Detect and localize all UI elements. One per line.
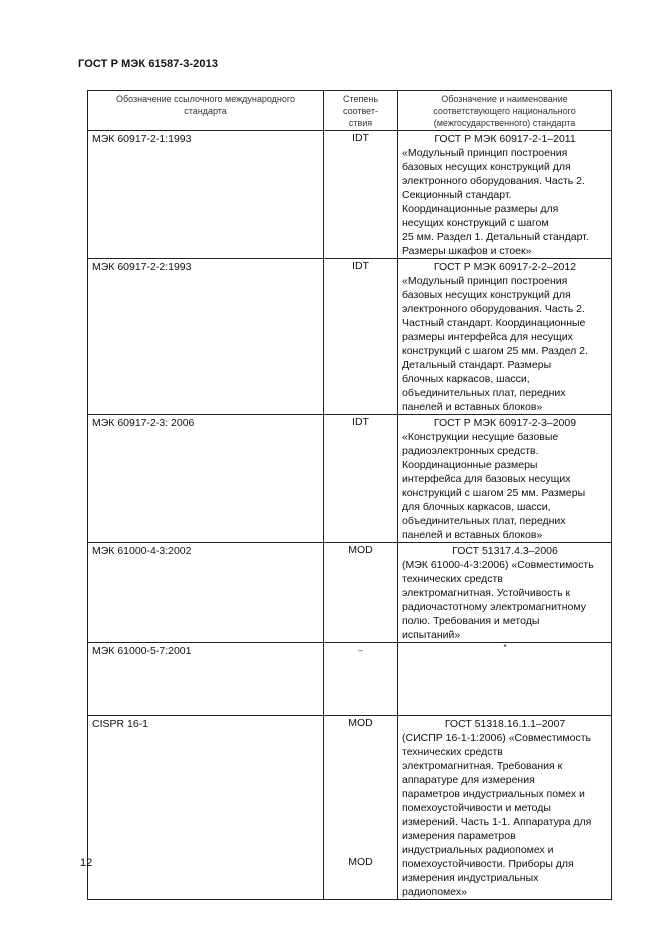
international-standard-cell: [88, 716, 324, 900]
national-standard-title-line: индустриальных радиопомех и: [402, 844, 554, 856]
national-standard-title-line: «Модульный принцип построения: [402, 275, 568, 287]
national-standard-cell: [398, 259, 612, 415]
national-standard-code: ГОСТ Р МЭК 60917-2-2–2012: [433, 261, 577, 273]
national-standard-title-line: для блочных каркасов, шасси,: [402, 501, 551, 513]
header-text: (межгосударственного) стандарта: [433, 118, 576, 128]
national-standard-cell: [398, 643, 612, 716]
page-number: 12: [80, 857, 93, 869]
reference-standards-table: [87, 90, 612, 900]
table-row: [88, 543, 612, 643]
national-standard-title-line: измерений. Часть 1-1. Аппаратура для: [402, 816, 592, 828]
international-standard-code: МЭК 60917-2-1:1993: [92, 133, 192, 145]
national-standard-title-line: аппаратуре для измерения: [402, 774, 535, 786]
table-row: [88, 415, 612, 543]
national-standard-title-line: электромагнитная. Устойчивость к: [402, 587, 571, 599]
degree-value: IDT: [352, 416, 369, 428]
degree-cell: [324, 415, 398, 543]
national-standard-title-line: радиоэлектронных средств.: [402, 445, 539, 457]
national-standard-title-line: базовых несущих конструкций для: [402, 289, 571, 301]
international-standard-cell: [88, 259, 324, 415]
header-text: соответствующего национального: [433, 106, 576, 116]
header-text: стандарта: [184, 106, 227, 116]
national-standard-title-line: «Модульный принцип построения: [402, 147, 568, 159]
table-row: [88, 259, 612, 415]
national-standard-title-line: электронного оборудования. Часть 2.: [402, 175, 585, 187]
national-standard-title-line: размеры интерфейса для несущих: [402, 331, 573, 343]
header-text: Обозначение ссылочного международного: [115, 94, 295, 104]
national-standard-cell: [398, 415, 612, 543]
international-standard-code: МЭК 60917-2-3: 2006: [92, 417, 195, 429]
national-standard-title-line: интерфейса для базовых несущих: [402, 473, 571, 485]
national-standard-title-line: Размеры шкафов и стоек»: [402, 245, 532, 257]
national-standard-title-line: радиочастотному электромагнитному: [402, 601, 586, 613]
national-standard-title-line: несущих конструкций с шагом: [402, 217, 549, 229]
national-standard-title-line: панелей и вставных блоков»: [402, 401, 543, 413]
degree-value: MOD: [348, 544, 373, 556]
degree-value: MOD: [348, 717, 373, 729]
table-row: [88, 643, 612, 716]
national-standard-title-line: «Конструкции несущие базовые: [402, 431, 559, 443]
national-standard-title-line: измерения параметров: [402, 830, 516, 842]
header-text: соответ-: [342, 106, 379, 116]
national-standard-title-line: технических средств: [402, 573, 503, 585]
national-standard-cell: [398, 543, 612, 643]
header-text: ствия: [348, 118, 373, 128]
international-standard-cell: [88, 543, 324, 643]
degree-value: –: [357, 645, 363, 655]
national-standard-title-line: Координационные размеры: [402, 459, 538, 471]
international-standard-cell: [88, 415, 324, 543]
national-standard-title-line: Частный стандарт. Координационные: [402, 317, 586, 329]
national-standard-title-line: объединительных плат, передних: [402, 515, 566, 527]
national-standard-code: ГОСТ 51318.16.1.1–2007: [444, 718, 566, 730]
national-standard-title-line: технических средств: [402, 746, 503, 758]
national-standard-title-line: параметров индустриальных помех и: [402, 788, 585, 800]
degree-cell: [324, 131, 398, 259]
footnote-marker: *: [503, 643, 507, 652]
national-standard-title-line: помехоустойчивости и методы: [402, 802, 551, 814]
degree-value: IDT: [352, 132, 369, 144]
table-row: [88, 716, 612, 900]
table-row: [88, 131, 612, 259]
national-standard-code: ГОСТ Р МЭК 60917-2-1–2011: [434, 133, 576, 145]
degree-cell: [324, 543, 398, 643]
header-text: Обозначение и наименование: [441, 94, 568, 104]
national-standard-title-line: измерения индустриальных: [402, 872, 539, 884]
degree-cell: [324, 643, 398, 716]
header-text: Степень: [342, 94, 379, 104]
degree-value-secondary: MOD: [348, 856, 373, 868]
national-standard-cell: [398, 716, 612, 900]
international-standard-cell: [88, 131, 324, 259]
document-code-header: ГОСТ Р МЭК 61587-3-2013: [78, 58, 219, 70]
degree-value: IDT: [352, 260, 369, 272]
national-standard-title-line: объединительных плат, передних: [402, 387, 566, 399]
international-standard-code: МЭК 61000-4-3:2002: [92, 545, 192, 557]
national-standard-code: ГОСТ 51317.4.3–2006: [452, 545, 558, 557]
national-standard-title-line: блочных каркасов, шасси,: [402, 373, 530, 385]
header-international-standard: [88, 91, 324, 131]
national-standard-title-line: Детальный стандарт. Размеры: [402, 359, 552, 371]
national-standard-title-line: панелей и вставных блоков»: [402, 529, 543, 541]
national-standard-title-line: (СИСПР 16-1-1:2006) «Совместимость: [402, 732, 592, 744]
national-standard-title-line: электромагнитная. Требования к: [402, 760, 563, 772]
national-standard-title-line: полю. Требования и методы: [402, 615, 540, 627]
national-standard-title-line: (МЭК 61000-4-3:2006) «Совместимость: [402, 559, 594, 571]
header-national-standard: [398, 91, 612, 131]
national-standard-title-line: испытаний»: [402, 629, 461, 641]
national-standard-title-line: конструкций с шагом 25 мм. Размеры: [402, 487, 586, 499]
national-standard-title-line: 25 мм. Раздел 1. Детальный стандарт.: [402, 231, 589, 243]
national-standard-title-line: конструкций с шагом 25 мм. Раздел 2.: [402, 345, 588, 357]
international-standard-cell: [88, 643, 324, 716]
national-standard-title-line: Координационные размеры для: [402, 203, 559, 215]
national-standard-code: ГОСТ Р МЭК 60917-2-3–2009: [433, 417, 577, 429]
national-standard-title-line: базовых несущих конструкций для: [402, 161, 571, 173]
international-standard-code: CISPR 16-1: [92, 718, 149, 730]
table-header-row: [88, 91, 612, 131]
header-degree: [324, 91, 398, 131]
international-standard-code: МЭК 60917-2-2:1993: [92, 261, 192, 273]
degree-cell: [324, 259, 398, 415]
national-standard-title-line: помехоустойчивости. Приборы для: [402, 858, 574, 870]
national-standard-title-line: электронного оборудования. Часть 2.: [402, 303, 585, 315]
national-standard-title-line: Секционный стандарт.: [402, 189, 512, 201]
international-standard-code: МЭК 61000-5-7:2001: [92, 645, 192, 657]
degree-cell: [324, 716, 398, 900]
national-standard-title-line: радиопомех»: [402, 886, 467, 898]
national-standard-cell: [398, 131, 612, 259]
